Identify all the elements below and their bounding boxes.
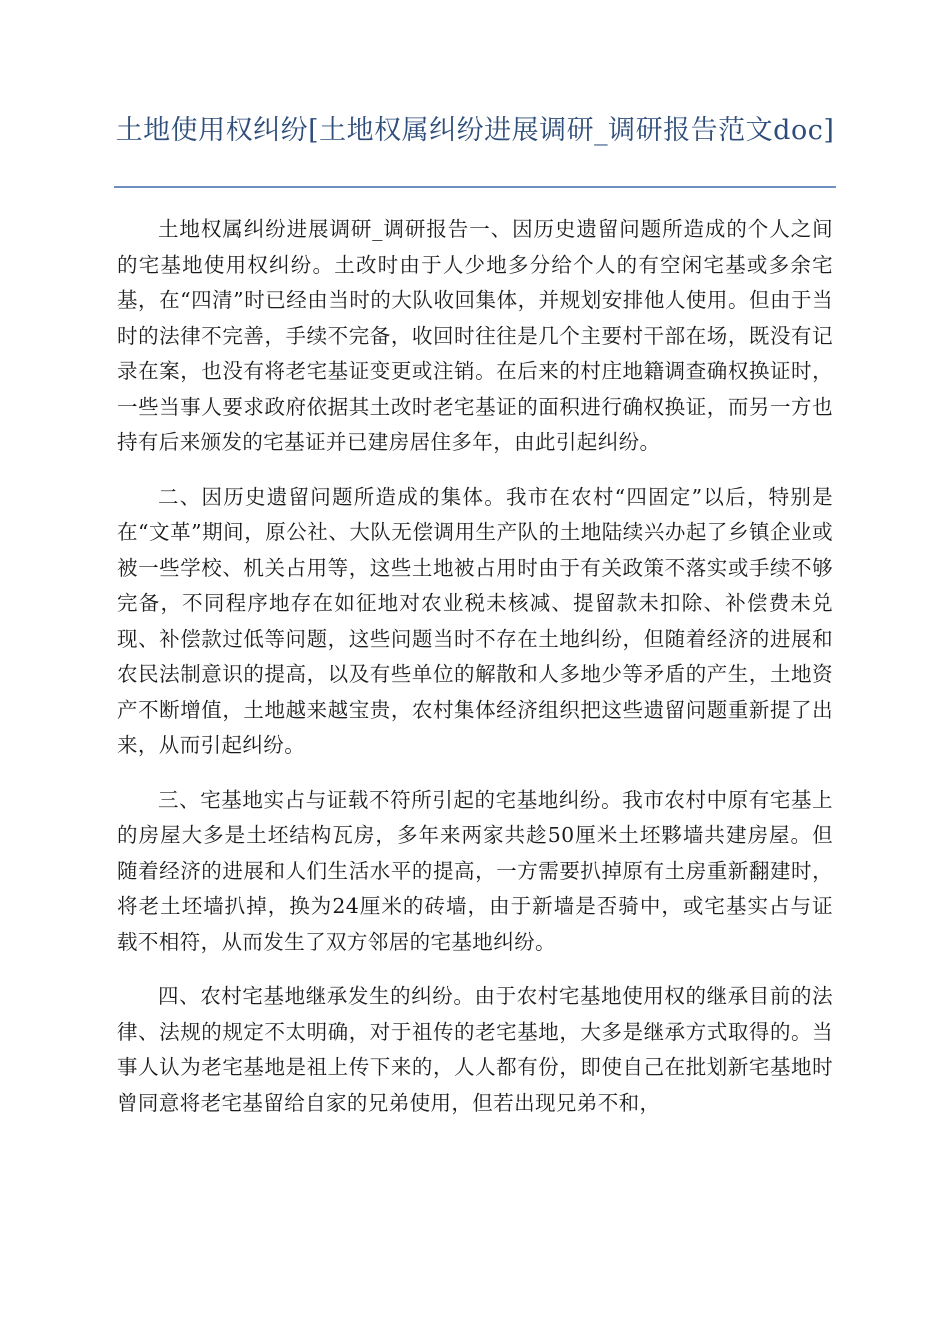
paragraph-3: 三、宅基地实占与证载不符所引起的宅基地纠纷。我市农村中原有宅基上的房屋大多是土坯结构瓦房，多年来两家共趁50厘米土坯夥墙共建房屋。但随着经济的进展和人们生活水平的提高，一方需要扒掉原有土房重新翻建时，将老土坯墙扒掉，换为24厘米的砖墙，由于新墙是否骑中，或宅基实占与证载不相符，从而发生了双方邻居的宅基地纠纷。: [117, 787, 833, 954]
paragraph-1: 土地权属纠纷进展调研_调研报告一、因历史遗留问题所造成的个人之间的宅基地使用权纠纷。土改时由于人少地多分给个人的有空闲宅基或多余宅基，在“四清”时已经由当时的大队收回集体，并规划安排他人使用。但由于当时的法律不完善，手续不完备，收回时往往是几个主要村干部在场，既没有记录在案，也没有将老宅基证变更或注销。在后来的村庄地籍调查确权换证时，一些当事人要求政府依据其土改时老宅基证的面积进行确权换证，而另一方也持有后来颁发的宅基证并已建房居住多年，由此引起纠纷。: [117, 217, 833, 454]
paragraph-2: 二、因历史遗留问题所造成的集体。我市在农村“四固定”以后，特别是在“文革”期间，原公社、大队无偿调用生产队的土地陆续兴办起了乡镇企业或被一些学校、机关占用等，这些土地被占用时由于有关政策不落实或手续不够完备，不同程序地存在如征地对农业税未核减、提留款未扣除、补偿费未兑现、补偿款过低等问题，这些问题当时不存在土地纠纷，但随着经济的进展和农民法制意识的提高，以及有些单位的解散和人多地少等矛盾的产生，土地资产不断增值，土地越来越宝贵，农村集体经济组织把这些遗留问题重新提了出来，从而引起纠纷。: [117, 484, 833, 757]
document-title: 土地使用权纠纷[土地权属纠纷进展调研_调研报告范文doc]: [115, 115, 835, 146]
title-underline: [114, 186, 836, 188]
paragraph-4: 四、农村宅基地继承发生的纠纷。由于农村宅基地使用权的继承目前的法律、法规的规定不太明确，对于祖传的老宅基地，大多是继承方式取得的。当事人认为老宅基地是祖上传下来的，人人都有份，即使自己在批划新宅基地时曾同意将老宅基留给自家的兄弟使用，但若出现兄弟不和，: [117, 984, 833, 1115]
document-body: [117, 212, 833, 1140]
